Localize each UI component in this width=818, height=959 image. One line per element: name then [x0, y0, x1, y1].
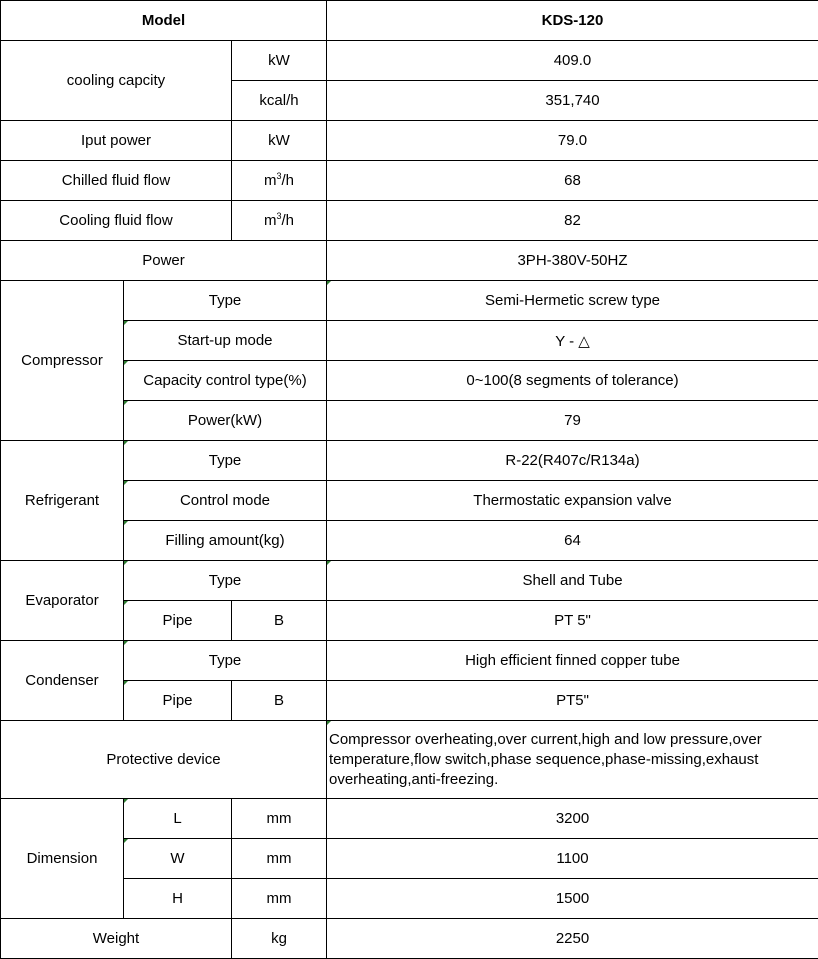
input-power-value: 79.0 — [327, 121, 818, 161]
dimension-h-unit: mm — [232, 879, 327, 919]
chilled-flow-label: Chilled fluid flow — [1, 161, 232, 201]
row-compressor-capacity — [1, 361, 818, 401]
compressor-type-value: Semi-Hermetic screw type — [327, 281, 818, 321]
condenser-type-value: High efficient finned copper tube — [327, 641, 818, 681]
chilled-flow-value: 68 — [327, 161, 818, 201]
compressor-label: Compressor — [1, 281, 124, 441]
row-protective — [1, 721, 818, 799]
row-dimension-w — [1, 839, 818, 879]
compressor-power-label: Power(kW) — [124, 401, 327, 441]
row-compressor-startup — [1, 321, 818, 361]
evaporator-type-value: Shell and Tube — [327, 561, 818, 601]
evaporator-pipe-label: Pipe — [124, 601, 232, 641]
input-power-unit: kW — [232, 121, 327, 161]
dimension-l-label: L — [124, 799, 232, 839]
row-compressor-power — [1, 401, 818, 441]
cooling-value-kcal: 351,740 — [327, 81, 818, 121]
protective-value: Compressor overheating,over current,high and low pressure,over temperature,flow switch,phase sequence,phase-missing,exhaust overheating,anti-freezing. — [327, 721, 818, 799]
evaporator-pipe-unit: B — [232, 601, 327, 641]
row-dimension-l — [1, 799, 818, 839]
refrigerant-control-value: Thermostatic expansion valve — [327, 481, 818, 521]
weight-label: Weight — [1, 919, 232, 959]
refrigerant-type-label: Type — [124, 441, 327, 481]
compressor-capacity-label: Capacity control type(%) — [124, 361, 327, 401]
power-value: 3PH-380V-50HZ — [327, 241, 818, 281]
condenser-type-label: Type — [124, 641, 327, 681]
condenser-pipe-value: PT5" — [327, 681, 818, 721]
model-label: Model — [1, 1, 327, 41]
evaporator-label: Evaporator — [1, 561, 124, 641]
row-condenser-type — [1, 641, 818, 681]
cooling-flow-label: Cooling fluid flow — [1, 201, 232, 241]
row-cooling-kw — [1, 41, 818, 81]
refrigerant-filling-value: 64 — [327, 521, 818, 561]
dimension-l-unit: mm — [232, 799, 327, 839]
cooling-capacity-label: cooling capcity — [1, 41, 232, 121]
row-condenser-pipe — [1, 681, 818, 721]
compressor-power-value: 79 — [327, 401, 818, 441]
condenser-pipe-label: Pipe — [124, 681, 232, 721]
condenser-label: Condenser — [1, 641, 124, 721]
cooling-flow-value: 82 — [327, 201, 818, 241]
refrigerant-control-label: Control mode — [124, 481, 327, 521]
compressor-type-label: Type — [124, 281, 327, 321]
row-compressor-type — [1, 281, 818, 321]
model-value: KDS-120 — [327, 1, 818, 41]
row-refrigerant-type — [1, 441, 818, 481]
refrigerant-type-value: R-22(R407c/R134a) — [327, 441, 818, 481]
refrigerant-label: Refrigerant — [1, 441, 124, 561]
cooling-flow-unit: $m^3/h$ — [232, 201, 327, 241]
dimension-w-label: W — [124, 839, 232, 879]
dimension-w-unit: mm — [232, 839, 327, 879]
cooling-value-kw: 409.0 — [327, 41, 818, 81]
compressor-startup-label: Start-up mode — [124, 321, 327, 361]
cooling-unit-kw: kW — [232, 41, 327, 81]
row-input-power — [1, 121, 818, 161]
dimension-h-value: 1500 — [327, 879, 818, 919]
compressor-startup-value: Y - △ — [327, 321, 818, 361]
row-evaporator-pipe — [1, 601, 818, 641]
row-chilled-flow — [1, 161, 818, 201]
row-refrigerant-filling — [1, 521, 818, 561]
refrigerant-filling-label: Filling amount(kg) — [124, 521, 327, 561]
power-label: Power — [1, 241, 327, 281]
row-power — [1, 241, 818, 281]
row-weight — [1, 919, 818, 959]
row-evaporator-type — [1, 561, 818, 601]
condenser-pipe-unit: B — [232, 681, 327, 721]
row-model — [1, 1, 818, 41]
chilled-flow-unit: $m^3/h$ — [232, 161, 327, 201]
input-power-label: Iput power — [1, 121, 232, 161]
row-dimension-h — [1, 879, 818, 919]
dimension-label: Dimension — [1, 799, 124, 919]
cooling-unit-kcal: kcal/h — [232, 81, 327, 121]
evaporator-type-label: Type — [124, 561, 327, 601]
protective-label: Protective device — [1, 721, 327, 799]
dimension-l-value: 3200 — [327, 799, 818, 839]
row-cooling-flow — [1, 201, 818, 241]
row-refrigerant-control — [1, 481, 818, 521]
evaporator-pipe-value: PT 5" — [327, 601, 818, 641]
weight-value: 2250 — [327, 919, 818, 959]
dimension-h-label: H — [124, 879, 232, 919]
weight-unit: kg — [232, 919, 327, 959]
dimension-w-value: 1100 — [327, 839, 818, 879]
compressor-capacity-value: 0~100(8 segments of tolerance) — [327, 361, 818, 401]
